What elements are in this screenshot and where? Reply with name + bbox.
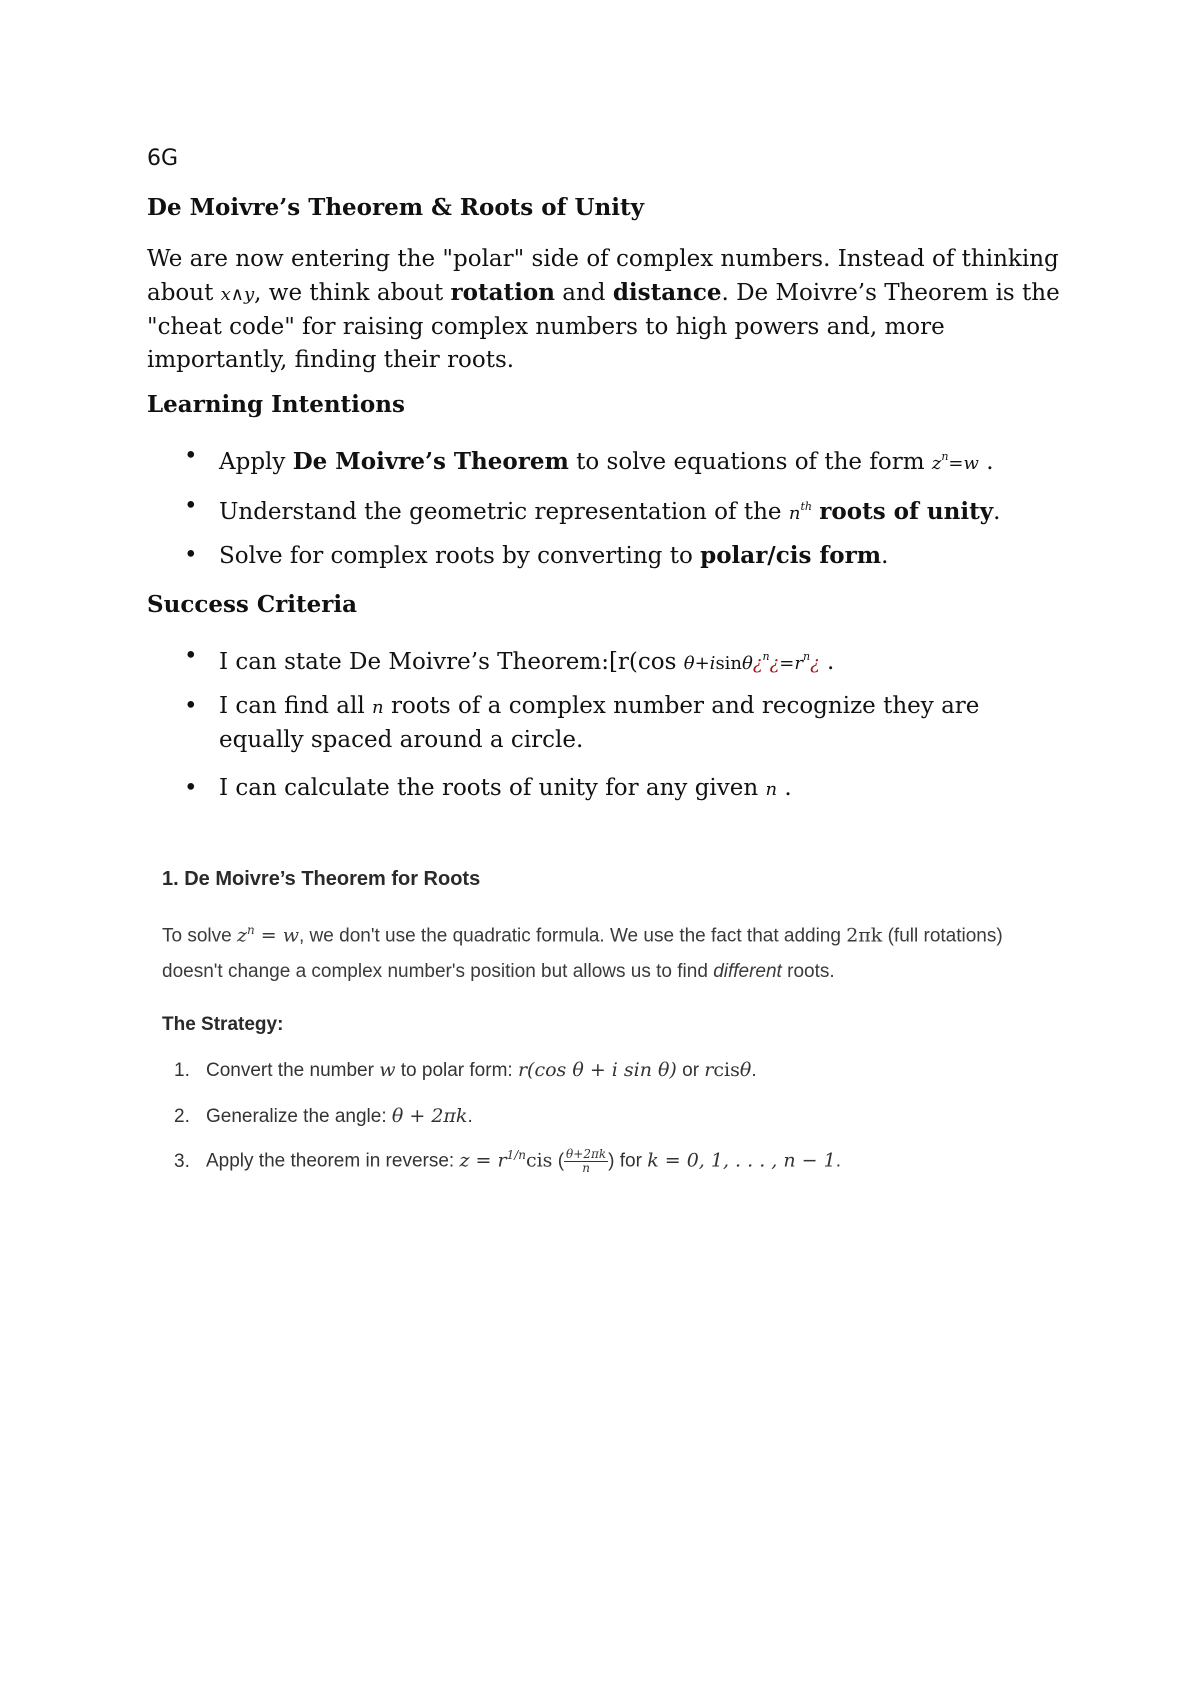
li-text: Understand the geometric representation of the bbox=[219, 499, 789, 525]
step-math-sup: 1/n bbox=[506, 1148, 526, 1163]
learning-intention-item bbox=[184, 539, 1049, 573]
step-text: to polar form: bbox=[395, 1060, 518, 1081]
sc-math-broken: ¿ bbox=[769, 653, 780, 674]
li-math: n bbox=[788, 503, 801, 524]
li-text: . bbox=[881, 543, 889, 569]
step-math: k = 0, 1, . . . , n − 1 bbox=[647, 1149, 836, 1172]
success-criteria-item bbox=[184, 772, 1049, 806]
step-text: Convert the number bbox=[206, 1060, 380, 1081]
li-text: to solve equations of the form bbox=[568, 449, 932, 475]
step-text: . bbox=[835, 1150, 841, 1172]
li-text: Apply bbox=[219, 449, 293, 475]
bullet-icon: • bbox=[184, 493, 198, 519]
success-criteria-heading: Success Criteria bbox=[147, 591, 358, 618]
intro-text-3: and bbox=[554, 280, 613, 306]
step-number: 2. bbox=[174, 1106, 190, 1127]
sc-math: n bbox=[372, 697, 384, 718]
emb-math: 2πk bbox=[846, 924, 883, 947]
fraction-numerator: θ+2πk bbox=[566, 1147, 607, 1161]
bullet-icon: • bbox=[184, 643, 198, 669]
step-number: 1. bbox=[174, 1060, 190, 1081]
bullet-icon: • bbox=[184, 693, 198, 719]
strategy-step bbox=[174, 1105, 473, 1128]
bullet-icon: • bbox=[184, 542, 198, 568]
sc-math-sup: n bbox=[802, 650, 811, 663]
li-math: z bbox=[931, 453, 942, 474]
sc-text: I can state De Moivre’s Theorem:[r(cos bbox=[219, 649, 684, 675]
step-text: . bbox=[751, 1060, 757, 1081]
emb-math-sup: n bbox=[247, 923, 255, 937]
sc-math: θ bbox=[742, 653, 753, 674]
sc-math: =r bbox=[779, 653, 803, 674]
sc-math-sup: n bbox=[762, 650, 770, 663]
li-bold: polar/cis form bbox=[700, 542, 882, 569]
step-math: z = r bbox=[459, 1149, 507, 1172]
sc-math: sin bbox=[715, 653, 743, 674]
sc-text: . bbox=[777, 775, 792, 801]
strategy-step bbox=[174, 1059, 757, 1082]
intro-text-1: We are now entering the "polar" side of complex numbers. Instead of thinking about bbox=[147, 246, 1059, 306]
step-fraction bbox=[564, 1148, 608, 1175]
sc-math: n bbox=[765, 779, 778, 800]
sc-text: roots of a complex number and recognize they are equally spaced around a circle. bbox=[219, 693, 980, 753]
step-text: . bbox=[467, 1106, 473, 1127]
step-text: for bbox=[614, 1150, 648, 1172]
bullet-icon: • bbox=[184, 775, 198, 801]
learning-intention-item bbox=[184, 490, 1049, 530]
li-math-sup: n bbox=[941, 450, 949, 463]
learning-intentions-heading: Learning Intentions bbox=[147, 391, 405, 418]
intro-math: x∧y bbox=[220, 284, 255, 305]
embedded-paragraph bbox=[162, 912, 1042, 990]
intro-bold-distance: distance bbox=[612, 279, 722, 306]
sc-text: I can find all bbox=[219, 693, 373, 719]
strategy-step: 3. Apply the theorem in reverse: $z = r^{1/n}cis$ ( $\frac{\theta+2\pi k}{n}$ ) for k = 0, 1, . . . , n − 1. bbox=[174, 1147, 841, 1175]
emb-em: different bbox=[713, 961, 782, 983]
step-text: or bbox=[676, 1060, 705, 1081]
bullet-icon: • bbox=[184, 443, 198, 469]
li-text: . bbox=[993, 499, 1001, 525]
embedded-title: 1. De Moivre’s Theorem for Roots bbox=[162, 868, 481, 890]
step-math: r bbox=[704, 1059, 714, 1081]
step-number: 3. bbox=[174, 1150, 190, 1172]
step-math: r(cos θ + i sin θ) bbox=[517, 1059, 677, 1081]
sc-math-broken: ¿ bbox=[810, 653, 820, 674]
intro-bold-rotation: rotation bbox=[450, 279, 555, 306]
success-criteria-item bbox=[184, 690, 1049, 757]
learning-intention-item bbox=[184, 440, 1049, 480]
sc-math: θ+i bbox=[683, 653, 716, 674]
step-text: Apply the theorem in reverse: bbox=[206, 1150, 460, 1172]
strategy-heading: The Strategy: bbox=[162, 1014, 284, 1035]
li-bold: roots of unity bbox=[819, 498, 994, 525]
li-text: Solve for complex roots by converting to bbox=[219, 543, 701, 569]
emb-text: roots. bbox=[781, 961, 835, 983]
step-text: Generalize the angle: bbox=[206, 1106, 392, 1127]
intro-text-4: . De Moivre’s Theorem is the "cheat code" for raising complex numbers to high powers and, more importantly, finding their roots. bbox=[147, 280, 1060, 373]
sc-text: I can calculate the roots of unity for any given bbox=[219, 775, 766, 801]
emb-text: To solve bbox=[162, 925, 237, 947]
page-title: De Moivre’s Theorem & Roots of Unity bbox=[147, 194, 645, 221]
li-bold: De Moivre’s Theorem bbox=[292, 448, 569, 475]
step-math: cis bbox=[525, 1149, 553, 1172]
success-criteria-item bbox=[184, 640, 1049, 680]
step-math: θ + 2πk bbox=[391, 1105, 468, 1127]
step-math: cis bbox=[713, 1059, 740, 1081]
emb-math: z bbox=[236, 924, 247, 947]
step-math: w bbox=[379, 1059, 396, 1081]
sc-text: . bbox=[819, 649, 835, 675]
emb-text: (full rotations) doesn't change a complex number's position but allows us to find bbox=[162, 925, 1003, 983]
li-math-sup: th bbox=[800, 500, 812, 513]
li-math: =w bbox=[948, 453, 979, 474]
intro-paragraph bbox=[147, 243, 1067, 377]
intro-text-2: , we think about bbox=[254, 280, 451, 306]
emb-math: = w bbox=[254, 924, 299, 947]
li-text: . bbox=[978, 449, 994, 475]
fraction-denominator: n bbox=[582, 1161, 590, 1175]
section-code: 6G bbox=[147, 146, 179, 171]
sc-math-broken: ¿ bbox=[752, 653, 763, 674]
emb-text: , we don't use the quadratic formula. We use the fact that adding bbox=[299, 925, 847, 947]
step-math: θ bbox=[739, 1059, 752, 1081]
